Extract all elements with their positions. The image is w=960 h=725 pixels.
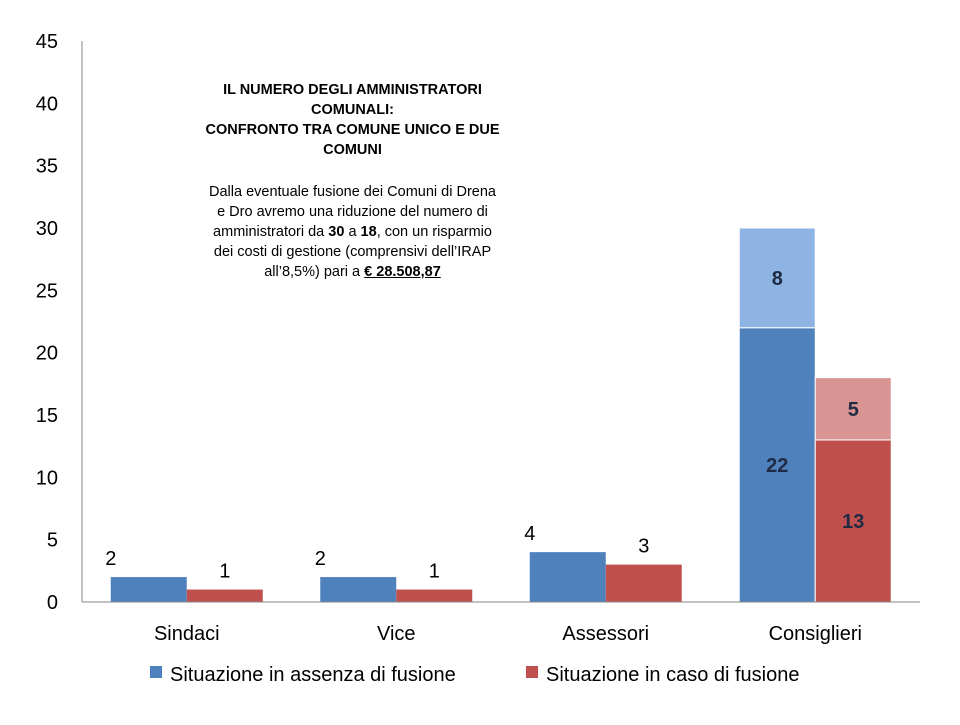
segment-label: 8 [771,267,783,290]
annotation-savings-amount: € 28.508,87 [364,264,441,280]
data-label-series1: 2 [314,548,326,571]
data-label-series1: 4 [524,523,536,546]
y-tick-label: 10 [35,467,58,490]
y-tick-label: 30 [35,218,58,240]
legend-label: Situazione in assenza di fusione [170,664,456,686]
annotation-title-line: COMUNALI: [311,102,394,118]
annotation-body-line [170,262,535,282]
x-tick-label: Sindaci [153,623,220,645]
annotation-text: amministratori da [213,224,329,240]
y-tick-label: 40 [35,93,58,116]
annotation-text: , con un risparmio [376,224,492,240]
bar-series1 [111,577,187,602]
segment-label: 13 [842,510,865,533]
annotation-bold-value: 18 [360,224,377,240]
y-tick-label: 45 [35,31,58,53]
annotation-body-line: dei costi di gestione (comprensivi dell’IRAP [213,244,492,260]
legend-label: Situazione in caso di fusione [546,664,800,686]
segment-label: 5 [847,398,859,421]
y-tick-label: 5 [46,529,58,552]
bar-series2 [606,565,682,602]
chart-annotation [170,80,535,282]
x-tick-label: Assessori [562,623,650,645]
x-tick-label: Consiglieri [768,623,862,645]
legend-swatch [150,666,162,678]
annotation-body [170,182,535,282]
bar-series1 [320,577,396,602]
y-axis-ticks [36,31,58,614]
annotation-body-line: Dalla eventuale fusione dei Comuni di Drena [209,184,496,200]
bar-series2 [187,590,263,602]
annotation-text: all’8,5%) pari a [264,264,365,280]
data-label-series1: 2 [105,548,117,571]
annotation-title-line: COMUNI [323,142,382,158]
annotation-title-line: CONFRONTO TRA COMUNE UNICO E DUE [205,122,500,138]
annotation-body-line: e Dro avremo una riduzione del numero di [217,204,488,220]
annotation-bold-value: 30 [328,224,345,240]
y-tick-label: 25 [35,280,58,303]
legend-swatch [526,666,538,678]
y-tick-label: 15 [35,405,58,427]
annotation-title [170,80,535,160]
x-tick-label: Vice [376,623,416,645]
y-tick-label: 35 [35,155,58,178]
y-tick-label: 0 [46,592,58,614]
data-label-series2: 1 [428,560,440,583]
bar-series1 [530,552,606,602]
data-label-series2: 1 [219,560,231,583]
legend [150,664,800,686]
x-axis-ticks [154,623,862,645]
annotation-title-line: IL NUMERO DEGLI AMMINISTRATORI [223,82,482,98]
annotation-text: a [344,224,361,240]
annotation-body-line [170,222,535,242]
y-tick-label: 20 [35,342,58,365]
bar-series2 [396,590,472,602]
segment-label: 22 [766,454,789,477]
data-label-series2: 3 [638,535,650,558]
